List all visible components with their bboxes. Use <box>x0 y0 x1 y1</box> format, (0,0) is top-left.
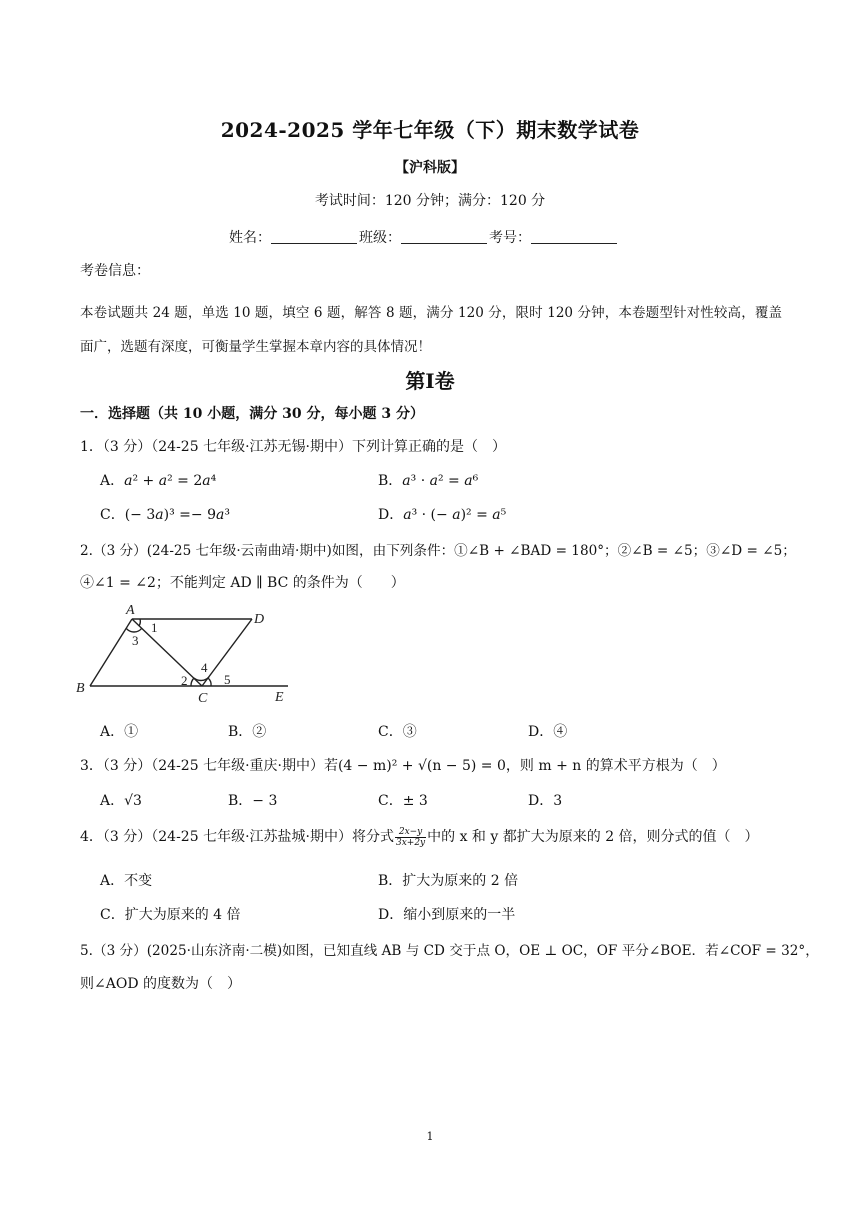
q2-option-b: B．② <box>228 724 267 740</box>
name-label: 姓名： <box>229 230 271 246</box>
q1-option-b: B．a³ · a² = a⁶ <box>378 473 479 489</box>
line-ac <box>132 619 202 686</box>
fig-num-5: 5 <box>224 672 231 687</box>
q1-option-a: A．a² + a² = 2a⁴ <box>100 473 217 489</box>
q1-option-d: D．a³ · (− a)² = a⁵ <box>378 507 507 523</box>
fig-num-2: 2 <box>181 673 188 688</box>
student-fields <box>229 227 619 247</box>
page-number: 1 <box>426 1130 434 1143</box>
q2-option-d: D．④ <box>528 724 568 740</box>
section-heading: 一．选择题（共 10 小题，满分 30 分，每小题 3 分） <box>80 406 424 422</box>
q4-option-d: D．缩小到原来的一半 <box>378 907 516 923</box>
q3-option-c: C．± 3 <box>378 793 428 809</box>
q1-stem: 1．（3 分）（24-25 七年级·江苏无锡·期中）下列计算正确的是（ ） <box>80 439 506 455</box>
class-blank[interactable] <box>401 229 487 244</box>
q4-option-b: B．扩大为原来的 2 倍 <box>378 873 519 889</box>
exam-info: 考试时间：120 分钟；满分：120 分 <box>314 193 546 209</box>
angle-2-arc <box>191 678 194 686</box>
angle-5-arc <box>208 678 211 686</box>
fig-num-1: 1 <box>151 620 158 635</box>
fig-num-3: 3 <box>132 633 139 648</box>
fig-label-d: D <box>254 612 265 627</box>
page-title: 2024-2025 学年七年级（下）期末数学试卷 <box>220 118 640 142</box>
q4-option-a: A．不变 <box>100 873 153 889</box>
fig-num-4: 4 <box>201 660 208 675</box>
paper-info-label: 考卷信息： <box>80 263 150 279</box>
angle-1-arc <box>139 619 140 626</box>
line-ab <box>90 619 132 686</box>
number-blank[interactable] <box>531 229 617 244</box>
q4-fraction: $\frac{2x-y}{3x+2y}$ <box>395 826 426 848</box>
number-label: 考号： <box>489 230 531 246</box>
name-blank[interactable] <box>271 229 357 244</box>
fig-label-a: A <box>126 603 135 618</box>
fig-label-b: B <box>76 681 85 696</box>
angle-3-arc <box>126 628 142 632</box>
paper-info-text: 本卷试题共 24 题，单选 10 题，填空 6 题，解答 8 题，满分 120 分，限时 120 分钟，本卷题型针对性较高，覆盖面广，选题有深度，可衡量学生掌握本章内容的具体情况！ <box>80 305 782 355</box>
fig-label-e: E <box>275 690 284 705</box>
q3-option-a: A．√3 <box>100 793 142 809</box>
q2-figure <box>70 600 300 710</box>
q1-option-c: C．(− 3a)³ =− 9a³ <box>100 507 230 523</box>
q3-stem: 3．（3 分）（24-25 七年级·重庆·期中）若(4 − m)² + √(n − 5) = 0，则 m + n 的算术平方根为（ ） <box>80 758 726 774</box>
q2-option-a: A．① <box>100 724 139 740</box>
volume-heading: 第Ⅰ卷 <box>405 369 455 393</box>
q2-stem-line1: 2.（3 分）(24-25 七年级·云南曲靖·期中)如图，由下列条件：①∠B + ∠BAD = 180°；②∠B = ∠5；③∠D = ∠5； <box>80 543 796 559</box>
class-label: 班级： <box>359 230 401 246</box>
q3-option-b: B．− 3 <box>228 793 278 809</box>
q4-stem: 4．（3 分）（24-25 七年级·江苏盐城·期中）将分式 $\frac{2x-y}{3x+2y}$ 中的 x 和 y 都扩大为原来的 2 倍，则分式的值（ ） <box>80 826 759 848</box>
q2-stem-line2: ④∠1 = ∠2；不能判定 AD ∥ BC 的条件为（ ） <box>80 575 405 591</box>
edition-label: 【沪科版】 <box>395 160 465 176</box>
q5-stem-line1: 5.（3 分）(2025·山东济南·二模)如图，已知直线 AB 与 CD 交于点 O，OE ⊥ OC，OF 平分∠BOE．若∠COF = 32°， <box>80 943 819 959</box>
q3-option-d: D．3 <box>528 793 563 809</box>
q4-option-c: C．扩大为原来的 4 倍 <box>100 907 241 923</box>
q2-option-c: C．③ <box>378 724 417 740</box>
q5-stem-line2: 则∠AOD 的度数为（ ） <box>80 976 241 992</box>
fig-label-c: C <box>198 691 208 706</box>
